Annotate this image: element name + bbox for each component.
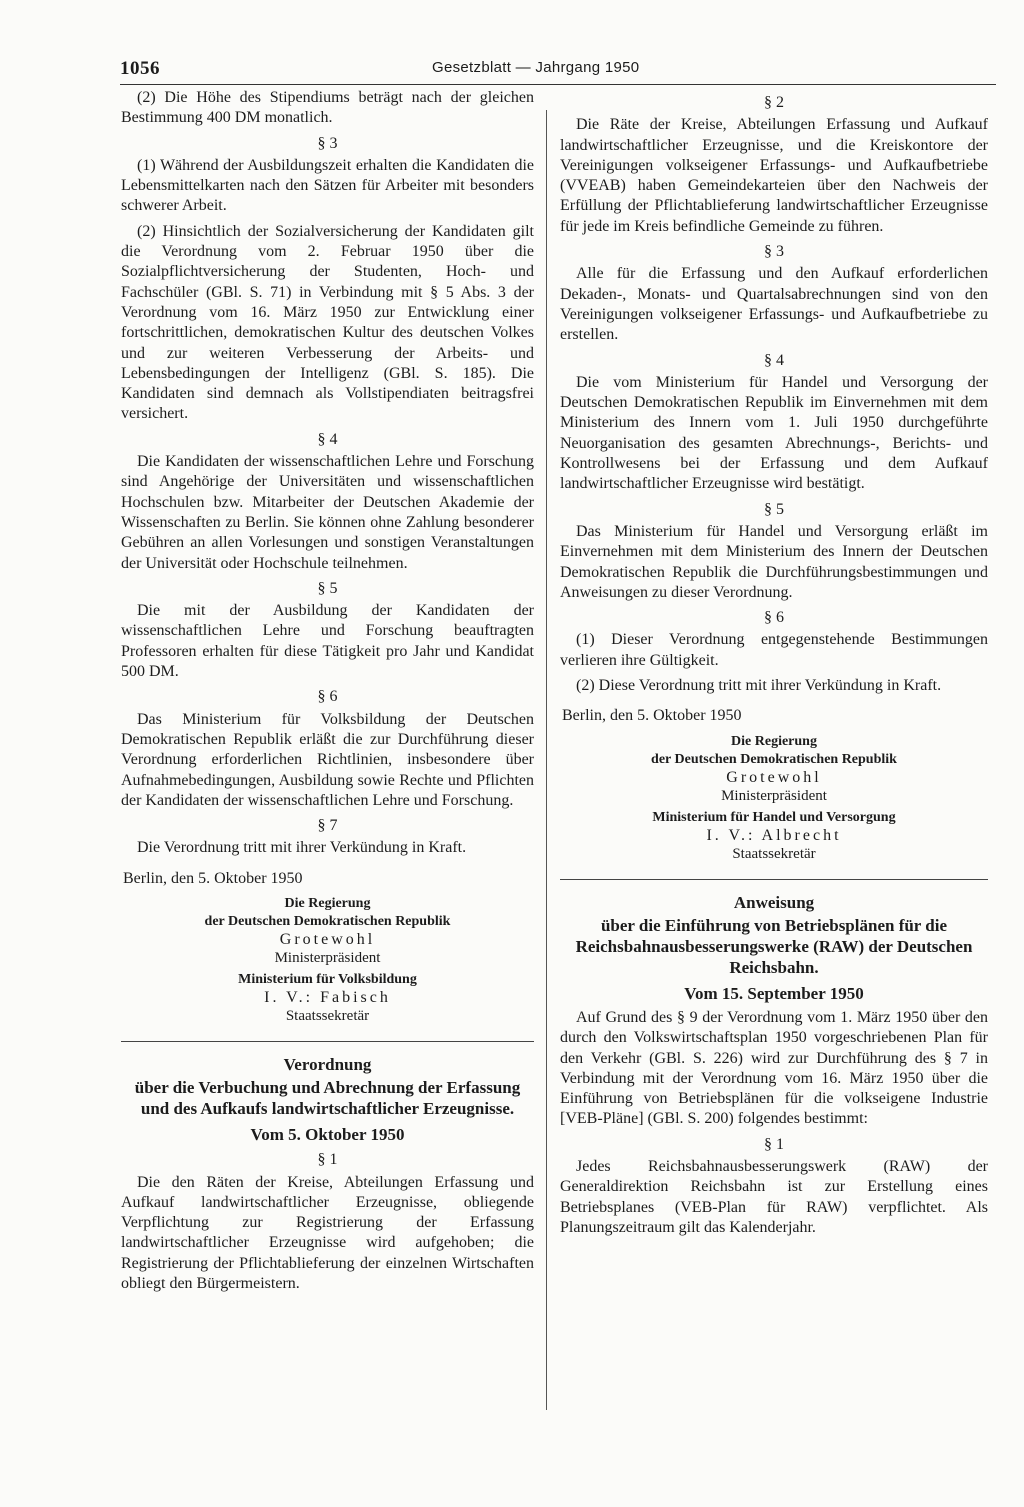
paragraph: Die den Räten der Kreise, Abteilungen Erfassung und Aufkauf landwirtschaftlicher Erzeugnisse, obliegende Verpflichtung zur Registrierung der Erfassung landwirtschaftlicher Erzeugnisse wird aufgehoben; die Registrierung der Pflichtablieferung der einzelnen Wirtschaften obliegt den Bürgermeistern. <box>121 1173 534 1293</box>
paragraph: (2) Die Höhe des Stipendiums beträgt nach der gleichen Bestimmung 400 DM monatlich. <box>121 89 534 127</box>
section-heading: § 6 <box>317 688 338 706</box>
paragraph: Jedes Reichsbahnausbesserungswerk (RAW) der Generaldirektion Reichsbahn ist zur Erstellung eines Betriebsplanes (VEB-Plan für RAW) verpflichtet. Als Planungszeitraum gilt das Kalenderjahr. <box>560 1157 988 1236</box>
paragraph: Die mit der Ausbildung der Kandidaten der wissenschaftlichen Lehre und Forschung beauftragten Professoren erhalten für diese Tätigkeit pro Jahr und Kandidat 500 DM. <box>121 602 534 681</box>
signatory-role: Ministerpräsident <box>721 787 827 804</box>
paragraph: Auf Grund des § 9 der Verordnung vom 1. März 1950 über den durch den Volkswirtschaftsplan 1950 vorgeschriebenen Plan für den Verkehr (GBl. S. 226) wird zur Durchführung des § 7 in Verbindung mit der Verordnung vom 16. März 1950 über die Einführung von Betriebsplänen für die volkseigene Industrie [VEB-Pläne] (GBl. S. 200) folgendes bestimmt: <box>560 1008 988 1128</box>
section-heading: § 6 <box>764 609 784 627</box>
paragraph: Die Verordnung tritt mit ihrer Verkündung in Kraft. <box>137 839 467 857</box>
document-subtitle: über die Verbuchung und Abrechnung der Erfassung und des Aufkaufs landwirtschaftlicher Erzeugnisse. <box>134 1077 521 1118</box>
place-date: Berlin, den 5. Oktober 1950 <box>562 707 742 725</box>
section-heading: § 2 <box>764 94 784 111</box>
paragraph: Alle für die Erfassung und den Aufkauf erforderlichen Dekaden-, Monats- und Quartalsabrechnungen sind von den Vereinigungen volkseigener Erfassungs- und Aufkaufbetriebe zu erstellen. <box>560 265 988 344</box>
running-title: Gesetzblatt — Jahrgang 1950 <box>432 59 640 76</box>
signatory-name: I. V.: Albrecht <box>706 826 842 844</box>
place-date: Berlin, den 5. Oktober 1950 <box>123 869 303 887</box>
paragraph: (2) Diese Verordnung tritt mit ihrer Verkündung in Kraft. <box>576 677 942 695</box>
left-column <box>121 88 534 1299</box>
section-heading: § 3 <box>764 243 784 261</box>
signatory-ministry: Ministerium für Volksbildung <box>238 971 417 987</box>
signatory-name: I. V.: Fabisch <box>264 988 391 1006</box>
page-number: 1056 <box>120 58 160 79</box>
paragraph: Das Ministerium für Handel und Versorgung erläßt im Einvernehmen mit dem Ministerium des Innern der Deutschen Demokratischen Republik die Durchführungsbestimmungen und Anweisungen zu dieser Verordnung. <box>560 522 988 601</box>
paragraph: Das Ministerium für Volksbildung der Deutschen Demokratischen Republik erläßt die zur Durchführung dieser Verordnung erforderlichen Richtlinien, insbesondere über Aufnahmebedingungen, Ausbildung sowie Rechte und Pflichten der Kandidaten der wissenschaftlichen Lehre und Forschung. <box>121 710 534 809</box>
paragraph: (1) Dieser Verordnung entgegenstehende Bestimmungen verlieren ihre Gültigkeit. <box>560 631 988 669</box>
signatory-organization: der Deutschen Demokratischen Republik <box>204 913 451 929</box>
signatory-role: Staatssekretär <box>732 845 816 862</box>
section-heading: § 5 <box>317 579 338 597</box>
paragraph: (1) Während der Ausbildungszeit erhalten die Kandidaten die Lebensmittelkarten nach den Sätzen für Arbeiter mit besonders schwerer Arbeit. <box>121 156 534 215</box>
section-heading: § 5 <box>764 500 784 518</box>
paragraph: Die Räte der Kreise, Abteilungen Erfassung und Aufkauf landwirtschaftlicher Erzeugnisse, und die Kreiskontore der Vereinigungen volkseigener Erfassungs- und Aufkaufbetriebe (VVEAB) haben Gemeindekarteien über den Nachweis der Erfüllung der Pflichtablieferung landwirtschaftlicher Erzeugnisse für jede im Kreis befindliche Gemeinde zu führen. <box>560 116 988 235</box>
right-column <box>560 88 988 1243</box>
signatory-name: Grotewohl <box>726 768 822 786</box>
signatory-organization: Die Regierung <box>731 733 817 749</box>
section-heading: § 1 <box>317 1151 338 1169</box>
paragraph: Die vom Ministerium für Handel und Versorgung der Deutschen Demokratischen Republik im Einvernehmen mit dem Ministerium des Innern vom 1. Juli 1950 durchgeführte Neuorganisation des gesamten Abrechnungs-, Berichts- und Kontrollwesens bei der Erfassung und dem Aufkauf landwirtschaftlicher Erzeugnisse wird bestätigt. <box>560 373 988 493</box>
document-title: Verordnung <box>283 1054 372 1074</box>
paragraph: Die Kandidaten der wissenschaftlichen Lehre und Forschung sind Angehörige der Universitäten und wissenschaftlichen Hochschulen bzw. Mitarbeiter der Deutschen Akademie der Wissenschaften zu Berlin. Sie können ohne Zahlung besonderer Gebühren an allen Vorlesungen und sonstigen Veranstaltungen der Universität oder Hochschule teilnehmen. <box>121 453 534 572</box>
section-heading: § 3 <box>317 134 338 152</box>
section-heading: § 7 <box>317 817 338 835</box>
column-divider <box>546 110 547 1410</box>
header-rule <box>120 84 996 85</box>
section-rule <box>560 879 988 880</box>
paragraph: (2) Hinsichtlich der Sozialversicherung der Kandidaten gilt die Verordnung vom 2. Februar 1950 über die Sozialpflichtversicherung der Studenten, Hoch- und Fachschüler (GBl. S. 71) in Verbindung mit § 5 Abs. 3 der Verordnung vom 16. März 1950 zur Entwicklung einer fortschrittlichen, demokratischen Kultur des deutschen Volkes und zur weiteren Verbesserung der Arbeits- und Lebensbedingungen der Intelligenz (GBl. S. 185). Die Kandidaten sind demnach als Vollstipendiaten beitragsfrei versichert. <box>121 222 534 423</box>
document-title: Anweisung <box>733 892 815 912</box>
section-heading: § 1 <box>764 1135 784 1153</box>
section-rule <box>121 1041 534 1042</box>
signatory-organization: Die Regierung <box>284 895 371 911</box>
section-heading: § 4 <box>764 351 784 369</box>
document-subtitle: über die Einführung von Betriebsplänen für die Reichsbahnausbesserungswerke (RAW) der Deutschen Reichsbahn. <box>575 915 973 977</box>
signatory-role: Ministerpräsident <box>274 949 381 966</box>
signature-block <box>121 895 534 1025</box>
signatory-organization: der Deutschen Demokratischen Republik <box>651 751 897 767</box>
signature-block <box>560 733 988 863</box>
section-heading: § 4 <box>317 430 338 448</box>
document-date: Vom 5. Oktober 1950 <box>250 1124 405 1144</box>
signatory-role: Staatssekretär <box>285 1007 370 1024</box>
signatory-ministry: Ministerium für Handel und Versorgung <box>652 809 896 825</box>
page-header <box>120 58 996 82</box>
document-date: Vom 15. September 1950 <box>684 983 864 1003</box>
signatory-name: Grotewohl <box>279 930 376 948</box>
